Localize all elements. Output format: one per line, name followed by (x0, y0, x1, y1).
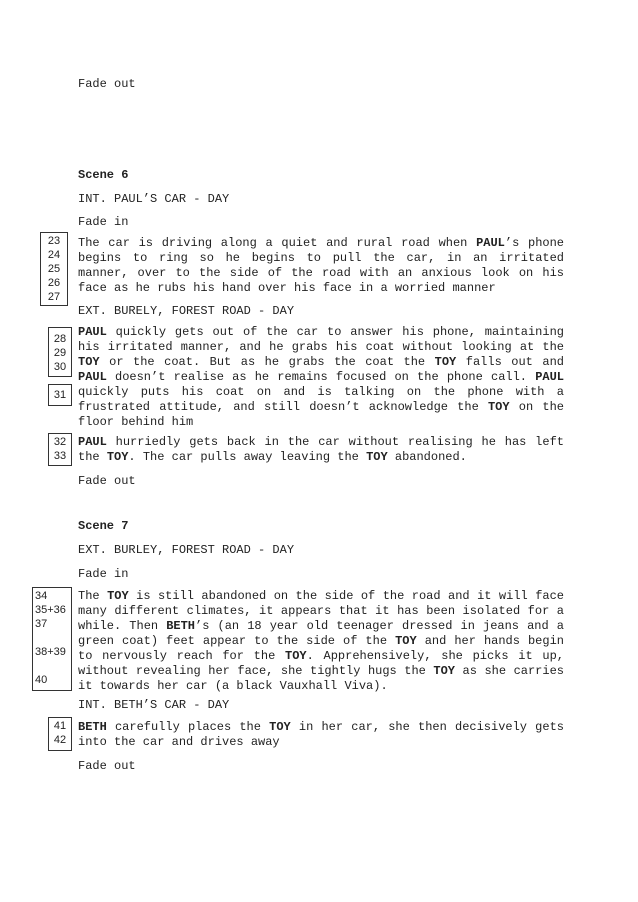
shot-number: 42 (53, 734, 67, 746)
prop-name: TOY (434, 355, 457, 369)
character-name: PAUL (78, 325, 107, 339)
prop-name: TOY (395, 634, 417, 648)
action-text: abandoned. (387, 450, 467, 464)
shot-number: 26 (47, 277, 61, 289)
action-text: . The car pulls away leaving the (128, 450, 367, 464)
action-text: on the floor behind him (78, 400, 564, 429)
character-name: PAUL (535, 370, 564, 384)
shot-numbers-box (40, 232, 68, 306)
action-text: falls out and (456, 355, 564, 369)
scene-7-fade-out: Fade out (78, 759, 136, 773)
scene-6-fade-in: Fade in (78, 215, 129, 229)
shot-numbers-box (48, 384, 72, 406)
character-name: PAUL (78, 435, 107, 449)
scene-6-action-1 (78, 236, 564, 296)
action-text: ’s (an 18 year old teenager dressed in jeans and a green coat) feet appear to the side of the (78, 619, 564, 648)
scene-7-fade-in: Fade in (78, 567, 129, 581)
action-text: as she carries it towards her car (a black Vauxhall Viva). (78, 664, 564, 693)
shot-number (35, 659, 69, 673)
prop-name: TOY (366, 450, 388, 464)
prop-name: TOY (107, 589, 129, 603)
action-text: quickly puts his coat on and is talking on the phone with a frustrated attitude, and still doesn’t acknowledge the (78, 385, 564, 414)
action-text: is still abandoned on the side of the road and it will face many different climates, it appears that it has been isolated for a while. Then (78, 589, 564, 633)
scene-6-slugline-ext: EXT. BURELY, FOREST ROAD - DAY (78, 304, 295, 318)
scene-7-slugline-ext: EXT. BURLEY, FOREST ROAD - DAY (78, 543, 295, 557)
action-text: or the coat. But as he grabs the coat the (99, 355, 435, 369)
scene-6-action-3 (78, 435, 564, 465)
action-text: carefully places the (106, 720, 270, 734)
prop-name: TOY (433, 664, 456, 678)
prop-name: TOY (285, 649, 307, 663)
scene-7-action-1 (78, 589, 564, 694)
scene-6-slugline-int: INT. PAUL’S CAR - DAY (78, 192, 230, 206)
shot-numbers-box (48, 433, 72, 466)
shot-number: 38+39 (35, 646, 66, 658)
shot-numbers-box (32, 587, 72, 691)
action-text: The (78, 589, 108, 603)
character-name: BETH (166, 619, 196, 633)
shot-numbers-box (48, 717, 72, 751)
scene-7-action-2 (78, 720, 564, 750)
character-name: PAUL (476, 236, 505, 250)
shot-number: 37 (35, 618, 48, 630)
shot-number: 28 (53, 333, 67, 345)
shot-number: 33 (53, 450, 67, 462)
scene-6-action-2 (78, 325, 564, 430)
character-name: BETH (78, 720, 107, 734)
action-text: quickly gets out of the car to answer his phone, maintaining his irritated manner, and he grabs his coat without looking at the (78, 325, 564, 354)
action-text: and her hands begin to nervously reach for the (78, 634, 564, 663)
shot-number: 30 (53, 361, 67, 373)
scene-7-slugline-int: INT. BETH’S CAR - DAY (78, 698, 230, 712)
shot-number: 32 (53, 436, 67, 448)
prop-name: TOY (269, 720, 291, 734)
shot-number: 41 (53, 720, 67, 732)
shot-number: 23 (47, 235, 61, 247)
shot-number: 29 (53, 347, 67, 359)
shot-number: 34 (35, 590, 48, 602)
shot-number: 25 (47, 263, 61, 275)
scene-7-heading: Scene 7 (78, 519, 129, 533)
action-text: The car is driving along a quiet and rural road when (78, 236, 477, 250)
shot-numbers-box (48, 327, 72, 377)
action-text: . Apprehensively, she picks it up, without revealing her face, she tightly hugs the (78, 649, 565, 678)
shot-number: 24 (47, 249, 61, 261)
prop-name: TOY (106, 450, 129, 464)
scene-6-heading: Scene 6 (78, 168, 129, 182)
fade-out-top: Fade out (78, 77, 136, 91)
shot-number: 40 (35, 674, 48, 686)
shot-number (35, 631, 69, 645)
character-name: PAUL (78, 370, 107, 384)
action-text: in her car, she then decisively gets into the car and drives away (78, 720, 564, 749)
scene-6-fade-out: Fade out (78, 474, 136, 488)
shot-number: 35+36 (35, 604, 66, 616)
prop-name: TOY (78, 355, 100, 369)
prop-name: TOY (487, 400, 510, 414)
action-text: ’s phone begins to ring so he begins to pull the car, in an irritated manner, over to the side of the road with an anxious look on his face as he rubs his hand over his face in a worried manner (78, 236, 564, 295)
shot-number: 27 (47, 291, 61, 303)
shot-number: 31 (53, 389, 67, 401)
action-text: doesn’t realise as he remains focused on the phone call. (106, 370, 536, 384)
action-text: hurriedly gets back in the car without realising he has left the (78, 435, 564, 464)
